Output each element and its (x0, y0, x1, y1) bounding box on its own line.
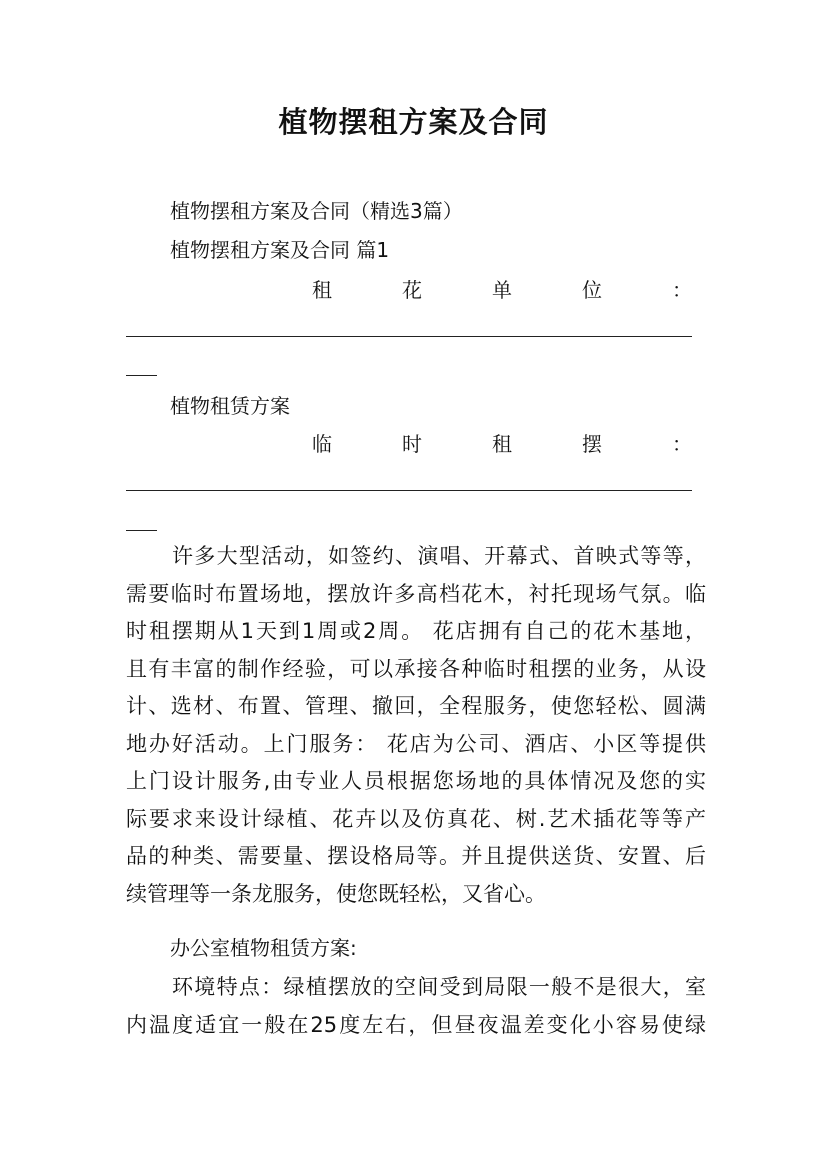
label-char: 临 (312, 432, 332, 456)
paragraph-line: 内温度适宜一般在25度左右，但昼夜温差变化小容易使绿 (126, 1012, 706, 1037)
paragraph-line: 时租摆期从1天到1周或2周。 花店拥有自己的花木基地， (126, 619, 706, 643)
paragraph-line: 环境特点：绿植摆放的空间受到局限一般不是很大，室 (172, 975, 706, 999)
section-heading: 植物摆租方案及合同 篇1 (170, 238, 390, 262)
paragraph-line: 计、选材、布置、管理、撤回，全程服务，使您轻松、圆满 (126, 694, 706, 718)
label-char: ： (672, 432, 692, 456)
blank-fill-line-short (126, 530, 157, 531)
paragraph-line: 需要临时布置场地，摆放许多高档花木，衬托现场气氛。临 (126, 581, 706, 606)
environment-paragraph (126, 969, 706, 1044)
plan-heading: 植物租赁方案 (170, 394, 290, 418)
label-char: 时 (402, 432, 422, 456)
document-title: 植物摆租方案及合同 (278, 105, 549, 139)
paragraph-line: 地办好活动。上门服务： 花店为公司、酒店、小区等提供 (126, 731, 706, 756)
temp-rent-label (312, 430, 692, 458)
label-char: 位 (582, 278, 602, 302)
paragraph-line: 品的种类、需要量、摆设格局等。并且提供送货、安置、后 (126, 844, 706, 868)
blank-fill-line (126, 336, 692, 337)
label-char: 租 (312, 278, 332, 302)
label-char: ： (672, 278, 692, 302)
subtitle-line: 植物摆租方案及合同（精选3篇） (170, 199, 463, 223)
office-heading: 办公室植物租赁方案: (170, 936, 357, 960)
label-char: 摆 (582, 432, 602, 456)
paragraph-line: 上门设计服务,由专业人员根据您场地的具体情况及您的实 (126, 769, 706, 793)
label-char: 租 (492, 432, 512, 456)
label-char: 花 (402, 278, 422, 302)
label-char: 单 (492, 278, 512, 302)
paragraph-line: 际要求来设计绿植、花卉以及仿真花、树.艺术插花等等产 (126, 806, 706, 831)
paragraph-line: 且有丰富的制作经验，可以承接各种临时租摆的业务，从设 (126, 656, 706, 681)
blank-fill-line (126, 490, 692, 491)
intro-paragraph (126, 538, 706, 913)
rent-unit-label (312, 276, 692, 304)
blank-fill-line-short (126, 375, 157, 376)
paragraph-line: 续管理等一条龙服务，使您既轻松，又省心。 (126, 881, 546, 906)
paragraph-line: 许多大型活动，如签约、演唱、开幕式、首映式等等， (172, 544, 706, 568)
